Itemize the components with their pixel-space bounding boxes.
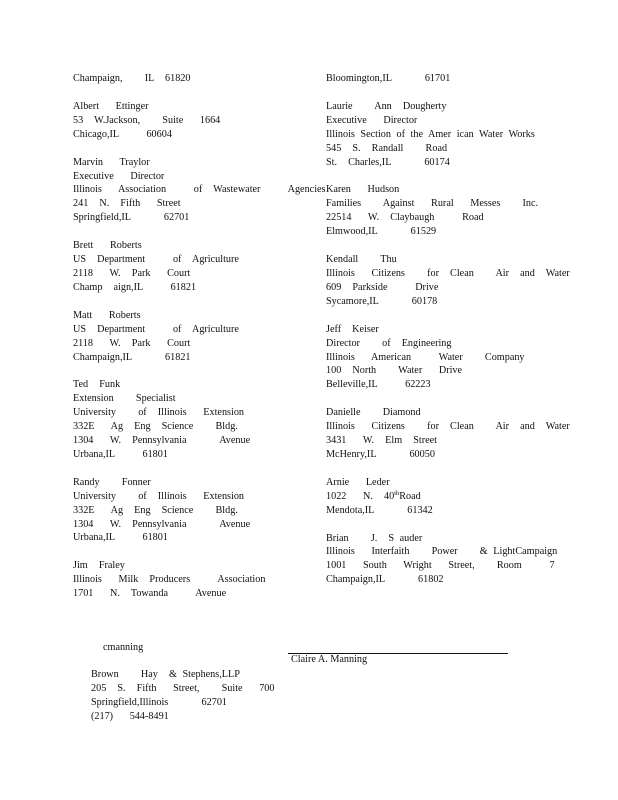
- contact-title: Executive Director: [326, 114, 418, 126]
- address-line: Chicago,IL 60604: [73, 128, 172, 140]
- address-line: McHenry,IL 60050: [326, 448, 435, 460]
- address-block: [326, 253, 570, 309]
- street-type: Road: [399, 490, 421, 502]
- address-line: 1304 W. Pennsylvania Avenue: [73, 435, 251, 447]
- address-line: 2118 W. Park Court: [73, 337, 191, 349]
- organization: Illinois Interfaith Power & LightCampaign: [326, 546, 558, 558]
- address-line: Sycamore,IL 60178: [326, 295, 438, 307]
- contact-name: Randy Fonner: [73, 476, 151, 488]
- organization: Illinois Milk Producers Association: [73, 574, 266, 586]
- address-line: St. Charles,IL 60174: [326, 156, 450, 168]
- organization: US Department of Agriculture: [73, 254, 239, 266]
- address-line: Champaign,IL 61821: [73, 351, 191, 363]
- address-line: 53 W.Jackson, Suite 1664: [73, 114, 221, 126]
- organization: Illinois Citizens for Clean Air and Water: [326, 421, 570, 433]
- contact-name: Brett Roberts: [73, 240, 142, 252]
- organization: University of Illinois Extension: [73, 407, 245, 419]
- address-block: [73, 309, 303, 365]
- contact-title: Extension Specialist: [73, 393, 176, 405]
- contact-name: Albert Ettinger: [73, 100, 149, 112]
- address-block: [326, 323, 546, 393]
- address-line: [326, 490, 546, 504]
- firm-address-block: [91, 668, 275, 724]
- contact-name: Kendall Thu: [326, 254, 397, 266]
- address-line: 332E Ag Eng Science Bldg.: [73, 421, 238, 433]
- address-line: Elmwood,IL 61529: [326, 226, 437, 238]
- organization: University of Illinois Extension: [73, 490, 245, 502]
- organization: Illinois Citizens for Clean Air and Water: [326, 267, 570, 279]
- address-line: 241 N. Fifth Street: [73, 198, 181, 210]
- address-line: 545 S. Randall Road: [326, 142, 448, 154]
- contact-name: Marvin Traylor: [73, 156, 150, 168]
- address-line: Belleville,IL 62223: [326, 379, 431, 391]
- address-line: 2118 W. Park Court: [73, 267, 191, 279]
- ordinal-suffix: th: [394, 489, 400, 497]
- contact-name: Arnie Leder: [326, 476, 390, 488]
- address-line: 609 Parkside Drive: [326, 281, 439, 293]
- address-line: 332E Ag Eng Science Bldg.: [73, 504, 238, 516]
- left-address-column: [73, 72, 326, 615]
- organization: US Department of Agriculture: [73, 323, 239, 335]
- address-block: [73, 378, 303, 461]
- address-block: [73, 100, 303, 142]
- address-line: Champaign, IL 61820: [73, 73, 191, 84]
- street-number: 1022 N. 40: [326, 490, 395, 502]
- contact-name: Jim Fraley: [73, 560, 125, 572]
- organization: Illinois American Water Company: [326, 351, 525, 363]
- contact-name: Laurie Ann Dougherty: [326, 100, 447, 112]
- contact-name: Karen Hudson: [326, 184, 400, 196]
- address-block: [326, 100, 546, 170]
- address-line: Urbana,IL 61801: [73, 532, 168, 544]
- address-line: 205 S. Fifth Street, Suite 700: [91, 682, 275, 694]
- contact-name: Brian J. S auder: [326, 532, 423, 544]
- address-block: [326, 72, 546, 86]
- address-line: Springfield,Illinois 62701: [91, 696, 228, 708]
- address-block: [326, 532, 558, 588]
- address-block: [326, 476, 546, 518]
- signer-name: Claire A. Manning: [291, 654, 368, 665]
- address-block: [73, 559, 303, 601]
- address-block: [326, 406, 570, 462]
- address-line: 1304 W. Pennsylvania Avenue: [73, 518, 251, 530]
- address-line: Champaign,IL 61802: [326, 574, 444, 586]
- organization: Illinois Association of Wastewater Agencies: [73, 184, 326, 196]
- address-block: [73, 72, 303, 86]
- right-address-column: [326, 72, 570, 601]
- phone-number: (217) 544-8491: [91, 710, 169, 722]
- contact-name: Ted Funk: [73, 379, 121, 391]
- address-line: 3431 W. Elm Street: [326, 435, 437, 447]
- address-line: 1701 N. Towanda Avenue: [73, 588, 227, 600]
- contact-name: Matt Roberts: [73, 309, 141, 321]
- contact-name: Danielle Diamond: [326, 407, 421, 419]
- address-block: [73, 156, 326, 226]
- address-line: 100 North Water Drive: [326, 365, 463, 377]
- address-line: Springfield,IL 62701: [73, 212, 190, 224]
- address-line: Urbana,IL 61801: [73, 448, 168, 460]
- address-line: 1001 South Wright Street, Room 7: [326, 560, 555, 572]
- firm-name: Brown Hay & Stephens,LLP: [91, 669, 240, 680]
- address-block: [73, 476, 303, 546]
- address-line: Champ aign,IL 61821: [73, 281, 197, 293]
- organization: Families Against Rural Messes Inc.: [326, 198, 539, 210]
- address-line: Bloomington,IL 61701: [326, 73, 451, 84]
- address-line: 22514 W. Claybaugh Road: [326, 212, 484, 224]
- organization: Illinois Section of the Amer ican Water Works: [326, 128, 535, 140]
- address-block: [73, 239, 303, 295]
- contact-title: Director of Engineering: [326, 337, 452, 349]
- address-line: Mendota,IL 61342: [326, 504, 433, 516]
- contact-name: Jeff Keiser: [326, 323, 379, 335]
- signature-username: cmanning: [103, 642, 144, 653]
- contact-title: Executive Director: [73, 170, 165, 182]
- address-block: [326, 183, 546, 239]
